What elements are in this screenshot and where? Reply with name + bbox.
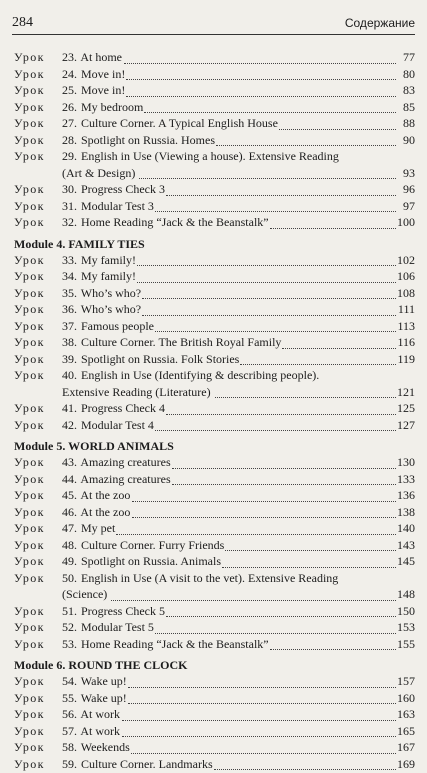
lesson-label: Урок (14, 455, 62, 470)
page-number: 284 (12, 15, 33, 34)
lesson-label: Урок (14, 401, 62, 416)
lesson-number: 44. (62, 472, 78, 487)
lesson-number: 51. (62, 604, 78, 619)
lesson-label: Урок (14, 67, 62, 82)
lesson-label: Урок (14, 521, 62, 536)
lesson-number: 46. (62, 505, 78, 520)
lesson-title: Home Reading “Jack & the Beanstalk” (78, 215, 269, 229)
lesson-label: Урок (14, 637, 62, 652)
page-ref: 113 (397, 319, 415, 334)
toc-entry (14, 637, 415, 654)
lesson-label: Урок (14, 724, 62, 739)
lesson-label: Урок (14, 149, 62, 164)
dot-leader (137, 282, 396, 283)
dot-leader (142, 298, 396, 299)
page-ref: 155 (397, 637, 415, 652)
toc-entry (14, 335, 415, 352)
lesson-number: 39. (62, 352, 78, 367)
lesson-number: 45. (62, 488, 78, 503)
page-ref: 157 (397, 674, 415, 689)
toc-entry (14, 757, 415, 773)
dot-leader (142, 315, 396, 316)
page-ref: 169 (397, 757, 415, 772)
lesson-title: Culture Corner. The British Royal Family (78, 335, 281, 349)
dot-leader (132, 501, 396, 502)
lesson-number: 35. (62, 286, 78, 301)
page-ref: 88 (403, 116, 415, 131)
lesson-number: 54. (62, 674, 78, 689)
toc-entry (14, 319, 415, 336)
page-ref: 102 (397, 253, 415, 268)
lesson-title: Spotlight on Russia. Homes (78, 133, 215, 147)
lesson-label: Урок (14, 368, 62, 383)
lesson-number: 52. (62, 620, 78, 635)
lesson-title: Amazing creatures (78, 472, 171, 486)
toc-entry (14, 691, 415, 708)
lesson-label: Урок (14, 83, 62, 98)
lesson-number: 30. (62, 182, 78, 197)
page-ref: 90 (403, 133, 415, 148)
lesson-label: Урок (14, 133, 62, 148)
lesson-number: 43. (62, 455, 78, 470)
dot-leader (139, 178, 396, 179)
lesson-title-continuation: (Science) (62, 587, 107, 601)
lesson-label: Урок (14, 740, 62, 755)
page-ref: 119 (397, 352, 415, 367)
lesson-title: English in Use (Viewing a house). Extensive Reading (78, 149, 339, 163)
lesson-number: 56. (62, 707, 78, 722)
lesson-number: 24. (62, 67, 78, 82)
lesson-title: Move in! (78, 83, 125, 97)
toc-entry (14, 674, 415, 691)
dot-leader (144, 112, 396, 113)
lesson-number: 50. (62, 571, 78, 586)
lesson-number: 41. (62, 401, 78, 416)
dot-leader (166, 195, 396, 196)
lesson-label: Урок (14, 319, 62, 334)
lesson-title: My pet (78, 521, 115, 535)
lesson-title: At the zoo (78, 505, 130, 519)
lesson-number: 48. (62, 538, 78, 553)
lesson-number: 58. (62, 740, 78, 755)
lesson-number: 23. (62, 50, 78, 65)
lesson-number: 28. (62, 133, 78, 148)
toc-entry (14, 50, 415, 67)
lesson-title: At home (78, 50, 122, 64)
lesson-title: English in Use (A visit to the vet). Extensive Reading (78, 571, 338, 585)
lesson-title-continuation: Extensive Reading (Literature) (62, 385, 211, 399)
lesson-number: 57. (62, 724, 78, 739)
lesson-number: 29. (62, 149, 78, 164)
lesson-number: 40. (62, 368, 78, 383)
toc-entry (14, 401, 415, 418)
toc-entry (14, 302, 415, 319)
section-title: Содержание (345, 16, 415, 34)
toc-entry (14, 67, 415, 84)
toc-entry (14, 83, 415, 100)
dot-leader (128, 687, 396, 688)
dot-leader (270, 228, 396, 229)
lesson-label: Урок (14, 100, 62, 115)
lesson-title: At the zoo (78, 488, 130, 502)
lesson-number: 26. (62, 100, 78, 115)
page-ref: 160 (397, 691, 415, 706)
lesson-label: Урок (14, 50, 62, 65)
lesson-number: 33. (62, 253, 78, 268)
lesson-title: Wake up! (78, 674, 127, 688)
dot-leader (124, 63, 396, 64)
page-ref: 100 (397, 215, 415, 230)
dot-leader (155, 211, 396, 212)
lesson-label: Урок (14, 253, 62, 268)
page-ref: 96 (403, 182, 415, 197)
lesson-title: Wake up! (78, 691, 127, 705)
page-ref: 77 (403, 50, 415, 65)
dot-leader (155, 430, 396, 431)
lesson-number: 42. (62, 418, 78, 433)
page-ref: 145 (397, 554, 415, 569)
lesson-title: My family! (78, 269, 136, 283)
lesson-title: Culture Corner. A Typical English House (78, 116, 278, 130)
toc-entry (14, 352, 415, 369)
lesson-title: At work (78, 724, 120, 738)
toc-entry (14, 199, 415, 216)
page-header (12, 8, 415, 35)
lesson-label: Урок (14, 691, 62, 706)
lesson-label: Урок (14, 215, 62, 230)
lesson-label: Урок (14, 286, 62, 301)
dot-leader (137, 265, 396, 266)
lesson-label: Урок (14, 199, 62, 214)
page-ref: 133 (397, 472, 415, 487)
toc-entry (14, 620, 415, 637)
lesson-number: 49. (62, 554, 78, 569)
toc-entry (14, 455, 415, 472)
lesson-label: Урок (14, 335, 62, 350)
dot-leader (122, 720, 396, 721)
toc-entry (14, 538, 415, 555)
lesson-label: Урок (14, 707, 62, 722)
toc-entry (14, 116, 415, 133)
page-ref: 116 (397, 335, 415, 350)
toc-entry-continuation (14, 587, 415, 604)
lesson-title: Spotlight on Russia. Animals (78, 554, 221, 568)
lesson-label: Урок (14, 302, 62, 317)
lesson-number: 34. (62, 269, 78, 284)
dot-leader (111, 600, 396, 601)
lesson-label: Урок (14, 352, 62, 367)
table-of-contents (14, 50, 415, 773)
lesson-label: Урок (14, 620, 62, 635)
lesson-label: Урок (14, 571, 62, 586)
page-ref: 85 (403, 100, 415, 115)
lesson-title: Modular Test 3 (78, 199, 154, 213)
lesson-title: Progress Check 4 (78, 401, 165, 415)
dot-leader (215, 397, 396, 398)
lesson-title: Famous people (78, 319, 154, 333)
lesson-title: Progress Check 3 (78, 182, 165, 196)
page-ref: 136 (397, 488, 415, 503)
toc-entry (14, 554, 415, 571)
lesson-title: Who’s who? (78, 286, 141, 300)
page-ref: 138 (397, 505, 415, 520)
lesson-label: Урок (14, 182, 62, 197)
toc-entry-continuation (14, 166, 415, 183)
dot-leader (240, 364, 396, 365)
lesson-label: Урок (14, 554, 62, 569)
lesson-title-continuation: (Art & Design) (62, 166, 135, 180)
dot-leader (166, 616, 396, 617)
lesson-number: 27. (62, 116, 78, 131)
dot-leader (166, 414, 396, 415)
dot-leader (225, 550, 396, 551)
lesson-title: Spotlight on Russia. Folk Stories (78, 352, 239, 366)
toc-entry (14, 133, 415, 150)
lesson-number: 37. (62, 319, 78, 334)
dot-leader (282, 348, 396, 349)
page-ref: 140 (397, 521, 415, 536)
page-ref: 111 (398, 302, 415, 317)
page-ref: 125 (397, 401, 415, 416)
lesson-title: Culture Corner. Landmarks (78, 757, 213, 771)
dot-leader (128, 703, 396, 704)
lesson-label: Урок (14, 757, 62, 772)
lesson-title: English in Use (Identifying & describing people). (78, 368, 319, 382)
lesson-label: Урок (14, 269, 62, 284)
dot-leader (279, 129, 396, 130)
toc-entry (14, 505, 415, 522)
lesson-number: 55. (62, 691, 78, 706)
toc-entry (14, 253, 415, 270)
lesson-label: Урок (14, 538, 62, 553)
lesson-title: Modular Test 4 (78, 418, 154, 432)
toc-entry (14, 488, 415, 505)
dot-leader (214, 769, 396, 770)
lesson-number: 47. (62, 521, 78, 536)
page-ref: 163 (397, 707, 415, 722)
page-ref: 143 (397, 538, 415, 553)
dot-leader (155, 633, 396, 634)
lesson-title: Move in! (78, 67, 125, 81)
module-heading: Module 6. ROUND THE CLOCK (14, 657, 415, 674)
page-ref: 165 (397, 724, 415, 739)
toc-entry (14, 100, 415, 117)
page-ref: 108 (397, 286, 415, 301)
toc-entry-continuation (14, 385, 415, 402)
toc-entry (14, 521, 415, 538)
dot-leader (116, 534, 396, 535)
dot-leader (270, 649, 396, 650)
lesson-number: 36. (62, 302, 78, 317)
lesson-title: Amazing creatures (78, 455, 171, 469)
lesson-title: Weekends (78, 740, 130, 754)
toc-entry (14, 149, 415, 166)
page-ref: 93 (403, 166, 415, 181)
lesson-title: Culture Corner. Furry Friends (78, 538, 224, 552)
page-ref: 80 (403, 67, 415, 82)
dot-leader (131, 753, 396, 754)
lesson-number: 25. (62, 83, 78, 98)
lesson-label: Урок (14, 674, 62, 689)
page-ref: 83 (403, 83, 415, 98)
toc-entry (14, 368, 415, 385)
lesson-title: Modular Test 5 (78, 620, 154, 634)
page-ref: 127 (397, 418, 415, 433)
lesson-title: Progress Check 5 (78, 604, 165, 618)
toc-entry (14, 215, 415, 232)
lesson-label: Урок (14, 604, 62, 619)
lesson-title: Who’s who? (78, 302, 141, 316)
page-ref: 121 (397, 385, 415, 400)
toc-entry (14, 724, 415, 741)
toc-entry (14, 571, 415, 588)
lesson-label: Урок (14, 472, 62, 487)
lesson-label: Урок (14, 418, 62, 433)
toc-entry (14, 604, 415, 621)
dot-leader (216, 145, 396, 146)
lesson-label: Урок (14, 488, 62, 503)
dot-leader (126, 79, 396, 80)
toc-entry (14, 182, 415, 199)
page-ref: 97 (403, 199, 415, 214)
page-ref: 153 (397, 620, 415, 635)
dot-leader (172, 468, 396, 469)
toc-entry (14, 472, 415, 489)
toc-entry (14, 286, 415, 303)
dot-leader (222, 567, 396, 568)
toc-entry (14, 418, 415, 435)
lesson-title: My family! (78, 253, 136, 267)
page-ref: 167 (397, 740, 415, 755)
module-heading: Module 4. FAMILY TIES (14, 236, 415, 253)
dot-leader (155, 331, 396, 332)
lesson-label: Урок (14, 116, 62, 131)
dot-leader (122, 736, 396, 737)
lesson-label: Урок (14, 505, 62, 520)
lesson-title: At work (78, 707, 120, 721)
lesson-title: My bedroom (78, 100, 143, 114)
page-ref: 106 (397, 269, 415, 284)
lesson-number: 31. (62, 199, 78, 214)
page-ref: 148 (397, 587, 415, 602)
page-ref: 150 (397, 604, 415, 619)
lesson-number: 53. (62, 637, 78, 652)
page-ref: 130 (397, 455, 415, 470)
dot-leader (126, 96, 396, 97)
lesson-number: 59. (62, 757, 78, 772)
toc-entry (14, 707, 415, 724)
lesson-number: 32. (62, 215, 78, 230)
toc-entry (14, 269, 415, 286)
dot-leader (172, 484, 396, 485)
dot-leader (132, 517, 396, 518)
lesson-number: 38. (62, 335, 78, 350)
lesson-title: Home Reading “Jack & the Beanstalk” (78, 637, 269, 651)
toc-entry (14, 740, 415, 757)
module-heading: Module 5. WORLD ANIMALS (14, 438, 415, 455)
